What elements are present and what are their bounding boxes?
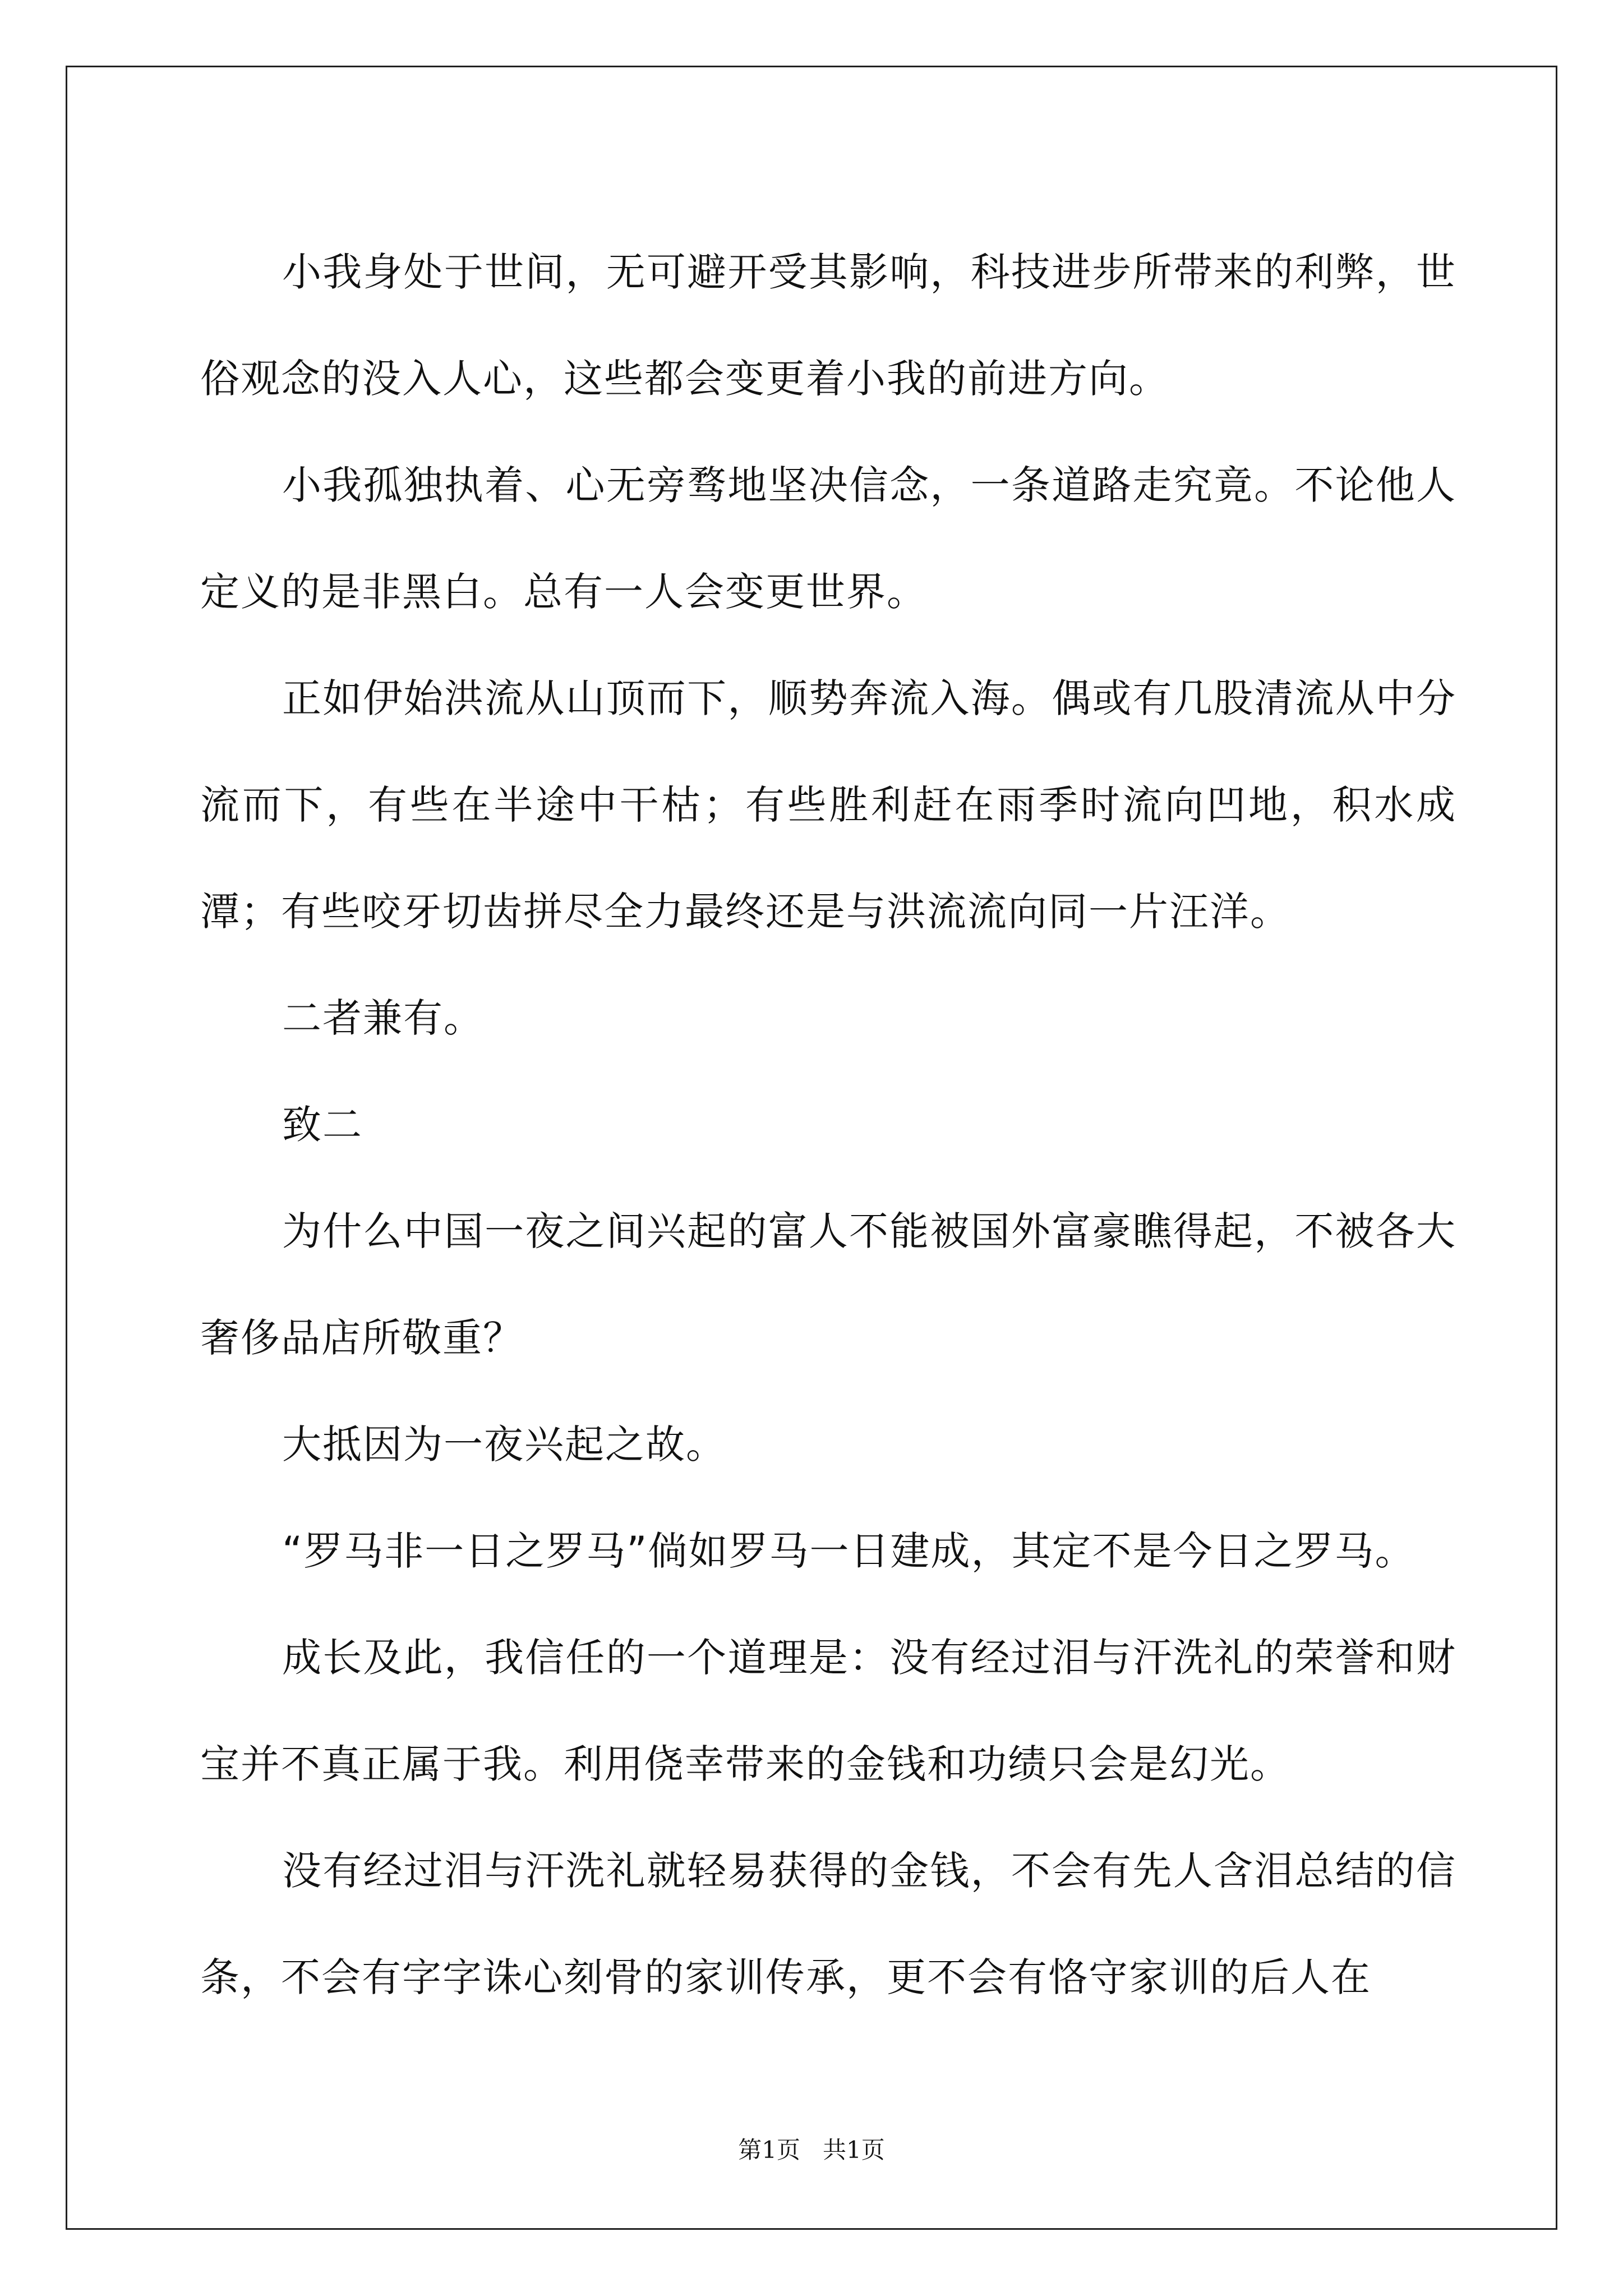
paragraph: 二者兼有。 <box>282 995 484 1041</box>
page-number-footer: 第1页 共1页 <box>738 2136 885 2164</box>
paragraph: 小我孤独执着、心无旁骛地坚决信念，一条道路走究竟。不论他人定义的是非黑白。总有一人会变更世界。 <box>200 462 1456 615</box>
document-body <box>200 219 1456 2031</box>
paragraph: 小我身处于世间，无可避开受其影响，科技进步所带来的利弊，世俗观念的没入人心，这些都会变更着小我的前进方向。 <box>200 249 1456 402</box>
paragraph: “罗马非一日之罗马”倘如罗马一日建成，其定不是今日之罗马。 <box>282 1528 1415 1574</box>
section-heading: 致二 <box>282 1102 363 1148</box>
paragraph: 成长及此，我信任的一个道理是：没有经过泪与汗洗礼的荣誉和财宝并不真正属于我。利用侥幸带来的金钱和功绩只会是幻光。 <box>200 1635 1456 1787</box>
paragraph: 正如伊始洪流从山顶而下，顺势奔流入海。偶或有几股清流从中分流而下，有些在半途中干枯；有些胜利赶在雨季时流向凹地，积水成潭；有些咬牙切齿拼尽全力最终还是与洪流流向同一片汪洋。 <box>200 675 1456 935</box>
paragraph: 为什么中国一夜之间兴起的富人不能被国外富豪瞧得起，不被各大奢侈品店所敬重？ <box>200 1208 1456 1361</box>
paragraph: 大抵因为一夜兴起之故。 <box>282 1421 726 1467</box>
paragraph: 没有经过泪与汗洗礼就轻易获得的金钱，不会有先人含泪总结的信条，不会有字字诛心刻骨的家训传承，更不会有恪守家训的后人在 <box>200 1848 1456 2000</box>
